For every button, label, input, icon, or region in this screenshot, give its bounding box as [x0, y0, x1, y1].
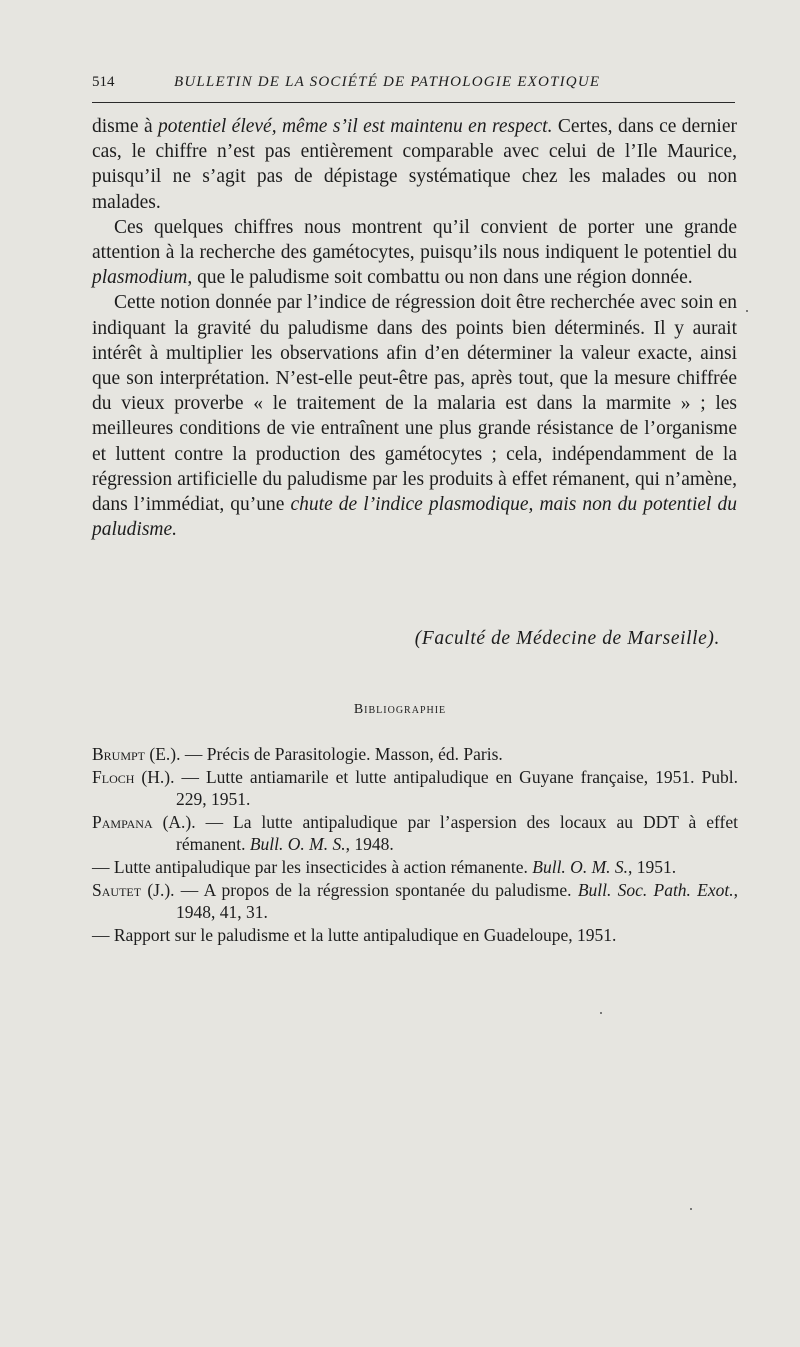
- entry-tail: , 1948.: [345, 834, 394, 855]
- bibliography-entry: [92, 879, 738, 924]
- entry-journal: Bull. O. M. S.: [249, 834, 346, 855]
- entry-text: — A propos de la régression spontanée du paludisme.: [174, 879, 578, 900]
- entry-author: Sautet: [92, 879, 142, 900]
- entry-author: Floch: [92, 766, 135, 787]
- entry-initial: (E.).: [145, 744, 181, 764]
- bibliography-entry: [92, 766, 738, 811]
- paper-speck: [690, 1208, 692, 1210]
- paragraph-3-italic: chute de l’indice plasmodique, mais non du potentiel du paludisme.: [92, 494, 738, 541]
- paragraph-2: [92, 215, 737, 291]
- paragraph-1: [92, 114, 737, 215]
- affiliation: (Faculté de Médecine de Marseille).: [414, 628, 720, 649]
- journal-title: BULLETIN DE LA SOCIÉTÉ DE PATHOLOGIE EXOTIQUE: [174, 74, 601, 90]
- paragraph-2-italic: plasmodium: [92, 267, 188, 289]
- entry-tail: , 1951.: [628, 856, 677, 877]
- header-rule: [92, 102, 735, 103]
- bibliography-entry: [92, 856, 738, 879]
- entry-text: — La lutte antipaludique par l’aspersion des locaux au DDT à effet rémanent.: [176, 811, 738, 855]
- entry-initial: (J.).: [141, 879, 175, 900]
- paragraph-1-italic: potentiel élevé, même s’il est maintenu en respect.: [158, 116, 553, 137]
- entry-author: Pampana: [92, 811, 153, 832]
- entry-tail: , 1948, 41, 31.: [176, 879, 739, 923]
- bibliography-entry: [92, 811, 738, 856]
- entry-text: — Lutte antipaludique par les insecticides à action rémanente.: [92, 856, 533, 877]
- entry-text: — Lutte antiamarile et lutte antipaludique en Guyane française, 1951. Publ. 229, 1951.: [174, 766, 738, 810]
- running-head: [92, 74, 735, 96]
- entry-author: Brumpt: [92, 744, 146, 764]
- paragraph-1-text-a: disme à: [92, 116, 159, 137]
- page-number: 514: [92, 74, 115, 90]
- bibliography-heading: Bibliographie: [353, 702, 447, 717]
- paragraph-2-text-b: , que le paludisme soit combattu ou non dans une région donnée.: [187, 267, 693, 289]
- entry-text: — Rapport sur le paludisme et la lutte antipaludique en Guadeloupe, 1951.: [92, 924, 617, 945]
- paragraph-2-text-a: Ces quelques chiffres nous montrent qu’il convient de porter une grande attention à la recherche des gamétocytes, puisqu’ils nous indiquent le potentiel du: [92, 216, 737, 264]
- article-body: [92, 114, 737, 542]
- entry-initial: (A.).: [152, 811, 196, 832]
- bibliography-entry: [92, 743, 738, 766]
- paper-speck: [600, 1012, 602, 1014]
- paragraph-3: [92, 290, 737, 542]
- paragraph-3-text-a: Cette notion donnée par l’indice de régression doit être recherchée avec soin en indiquant la gravité du paludisme dans des points bien déterminés. Il y aurait intérêt à multiplier les observations afin d’en déterminer la valeur exacte, ainsi que son interprétation. N’est-elle peut-être pas, après tout, que la mesure chiffrée du vieux proverbe « le traitement de la malaria est dans la marmite » ; les meilleures conditions de vie entraînent une plus grande résistance de l’organisme et luttent contre la production des gamétocytes ; cela, indépendamment de la régression artificielle du paludisme par les produits à effet rémanent, qui n’amène, dans l’immédiat, qu’une: [92, 292, 737, 516]
- entry-journal: Bull. Soc. Path. Exot.: [577, 879, 734, 900]
- paper-speck: [746, 310, 748, 312]
- bibliography-entry: [92, 924, 738, 947]
- bibliography-list: [92, 743, 738, 946]
- entry-journal: Bull. O. M. S.: [532, 856, 629, 877]
- paragraph-1-text-b: Certes, dans ce dernier cas, le chiffre n’est pas entièrement comparable avec celui de l’Ile Maurice, puisqu’il ne s’agit pas de dépistage systématique chez les malades ou non malades.: [92, 116, 737, 213]
- entry-text: — Précis de Parasitologie. Masson, éd. Paris.: [180, 744, 503, 764]
- entry-initial: (H.).: [134, 766, 175, 787]
